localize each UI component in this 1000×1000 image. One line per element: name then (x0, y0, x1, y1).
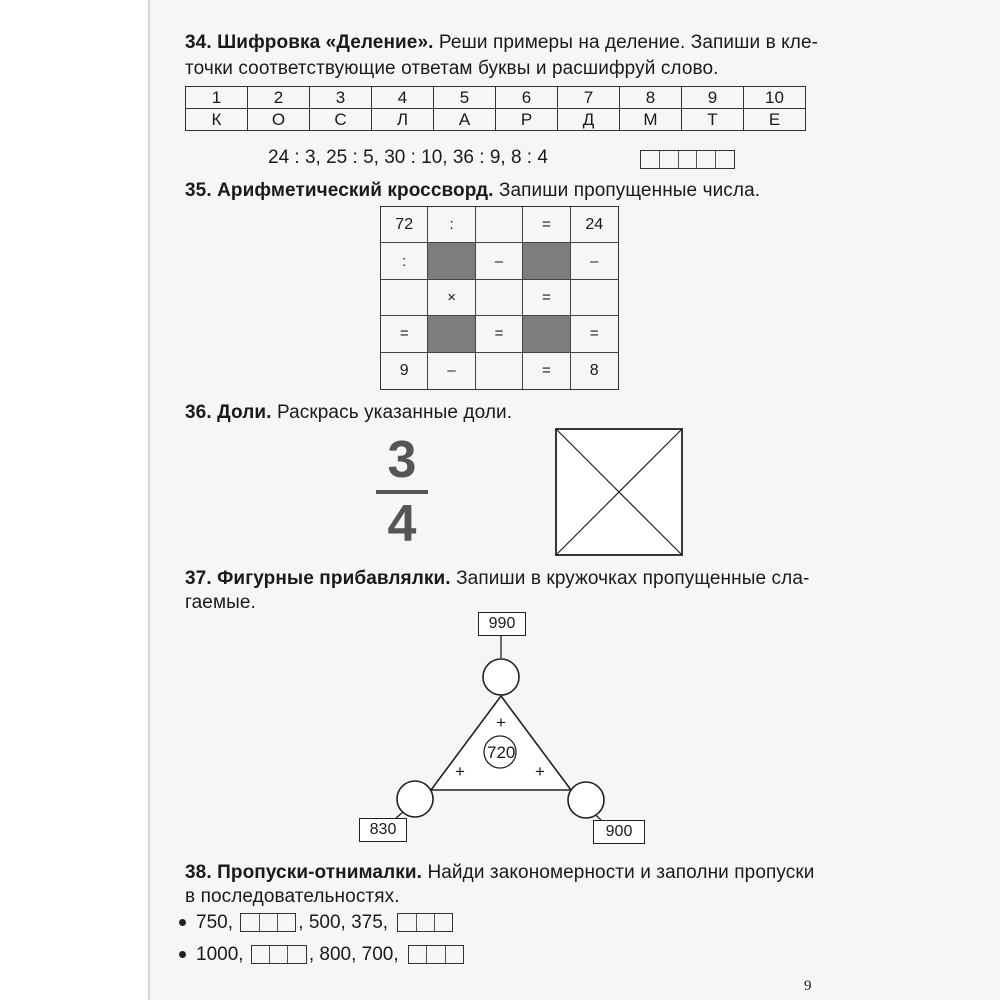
cipher-letter-row (186, 109, 806, 131)
cipher-letter: Р (496, 109, 558, 131)
cipher-number: 2 (248, 87, 310, 109)
sum-box-right: 900 (593, 820, 645, 844)
sequence-1-gap-1[interactable] (240, 913, 296, 932)
plus-sign-right: + (535, 762, 545, 781)
page-gutter (148, 0, 150, 1000)
cipher-letter: О (248, 109, 310, 131)
crossword-cell: – (571, 243, 618, 279)
task-36-number: 36. (185, 402, 212, 423)
sequence-1 (179, 910, 453, 936)
crossword-shaded-cell (428, 316, 475, 352)
task-38-title: Пропуски-отнималки. (217, 862, 423, 883)
arithmetic-crossword (380, 206, 619, 390)
crossword-blank-cell[interactable] (571, 280, 618, 316)
plus-sign-left: + (455, 762, 465, 781)
sum-box-left: 830 (359, 818, 407, 842)
task-34-number: 34. (185, 32, 212, 53)
addend-circle-left[interactable] (397, 781, 431, 815)
center-value: 720 (487, 743, 516, 762)
task-35-title: Арифметический кроссворд. (217, 180, 494, 201)
task-38-text-2: в последовательностях. (185, 886, 400, 907)
task-38-heading (185, 860, 815, 886)
task-36-title: Доли. (217, 402, 272, 423)
division-examples-text: 24 : 3, 25 : 5, 30 : 10, 36 : 9, 8 : 4 (268, 147, 548, 168)
cipher-number: 9 (682, 87, 744, 109)
crossword-cell: : (428, 207, 475, 243)
fraction-bar (376, 490, 428, 494)
task-34-text-2: точки соответствующие ответам буквы и расшифруй слово. (185, 58, 719, 79)
crossword-cell: – (428, 353, 475, 389)
crossword-cell: = (476, 316, 523, 352)
fraction (370, 432, 434, 552)
square-to-color[interactable] (555, 428, 683, 556)
crossword-cell: 8 (589, 361, 599, 379)
crossword-cell: 24 (571, 207, 618, 243)
task-34-text-1: Реши примеры на деление. Запиши в кле- (438, 32, 819, 53)
cipher-letter: А (434, 109, 496, 131)
cipher-table (185, 86, 806, 131)
task-35-text: Запиши пропущенные числа. (498, 180, 761, 201)
task-38-number: 38. (185, 862, 212, 883)
sum-box-top: 990 (478, 612, 526, 636)
task-34-title: Шифровка «Деление». (217, 32, 434, 53)
cipher-letter: Т (682, 109, 744, 131)
cipher-number: 1 (186, 87, 248, 109)
addend-circle-top[interactable] (476, 654, 510, 688)
sequence-1-gap-2[interactable] (397, 913, 453, 932)
fraction-numerator: 3 (387, 431, 417, 489)
division-examples (268, 146, 548, 170)
task-38-text-1: Найди закономерности и заполни пропуски (427, 862, 815, 883)
sequence-2-start: 1000, (196, 944, 244, 965)
task-37-text-1: Запиши в кружочках пропущенные сла- (456, 568, 810, 589)
task-37-heading (185, 566, 809, 592)
bullet-dot (179, 951, 186, 958)
crossword-cell: : (381, 243, 428, 279)
cipher-letter: М (620, 109, 682, 131)
crossword-blank-cell[interactable] (476, 280, 523, 316)
crossword-blank-cell[interactable] (381, 280, 428, 316)
cipher-letter: К (186, 109, 248, 131)
crossword-cell: = (571, 316, 618, 352)
sequence-2-gap-2[interactable] (408, 945, 464, 964)
crossword-shaded-cell (523, 243, 570, 279)
task-35-number: 35. (185, 180, 212, 201)
task-37-title: Фигурные прибавлялки. (217, 568, 451, 589)
cipher-number: 4 (372, 87, 434, 109)
crossword-cell: × (428, 280, 475, 316)
crossword-cell: 72 (381, 207, 428, 243)
page-number: 9 (804, 978, 812, 994)
cipher-letter: Д (558, 109, 620, 131)
cipher-number: 7 (558, 87, 620, 109)
addend-circle-right[interactable] (568, 782, 602, 816)
task-35-heading (185, 178, 760, 204)
bullet-dot (179, 919, 186, 926)
cipher-number-row (186, 87, 806, 109)
task-36-text: Раскрась указанные доли. (276, 402, 513, 423)
cipher-letter: Е (744, 109, 806, 131)
crossword-cell: = (523, 280, 570, 316)
crossword-cell: = (381, 316, 428, 352)
crossword-cell: = (523, 353, 570, 389)
crossword-blank-cell[interactable] (476, 353, 523, 389)
sequence-2-gap-1[interactable] (251, 945, 307, 964)
crossword-shaded-cell (523, 316, 570, 352)
task-34-heading (185, 30, 818, 56)
task-37-number: 37. (185, 568, 212, 589)
cipher-number: 10 (744, 87, 806, 109)
task-37-text-2: гаемые. (185, 592, 256, 613)
plus-sign-top: + (496, 713, 506, 732)
sequence-2-middle: , 800, 700, (308, 944, 399, 965)
cipher-number: 5 (434, 87, 496, 109)
cipher-letter: Л (372, 109, 434, 131)
cipher-letter: С (310, 109, 372, 131)
sequence-1-start: 750, (196, 912, 233, 933)
task-36-heading (185, 400, 512, 426)
cipher-number: 8 (620, 87, 682, 109)
crossword-cell: 9 (381, 353, 428, 389)
sequence-1-middle: , 500, 375, (298, 912, 389, 933)
fraction-denominator: 4 (387, 495, 417, 553)
cipher-number: 3 (310, 87, 372, 109)
sequence-2 (179, 942, 464, 968)
answer-cells[interactable] (640, 150, 735, 169)
crossword-blank-cell[interactable] (476, 207, 523, 243)
crossword-shaded-cell (428, 243, 475, 279)
crossword-cell: = (523, 207, 570, 243)
addition-triangle-diagram (330, 610, 660, 850)
crossword-cell: – (476, 243, 523, 279)
cipher-number: 6 (496, 87, 558, 109)
